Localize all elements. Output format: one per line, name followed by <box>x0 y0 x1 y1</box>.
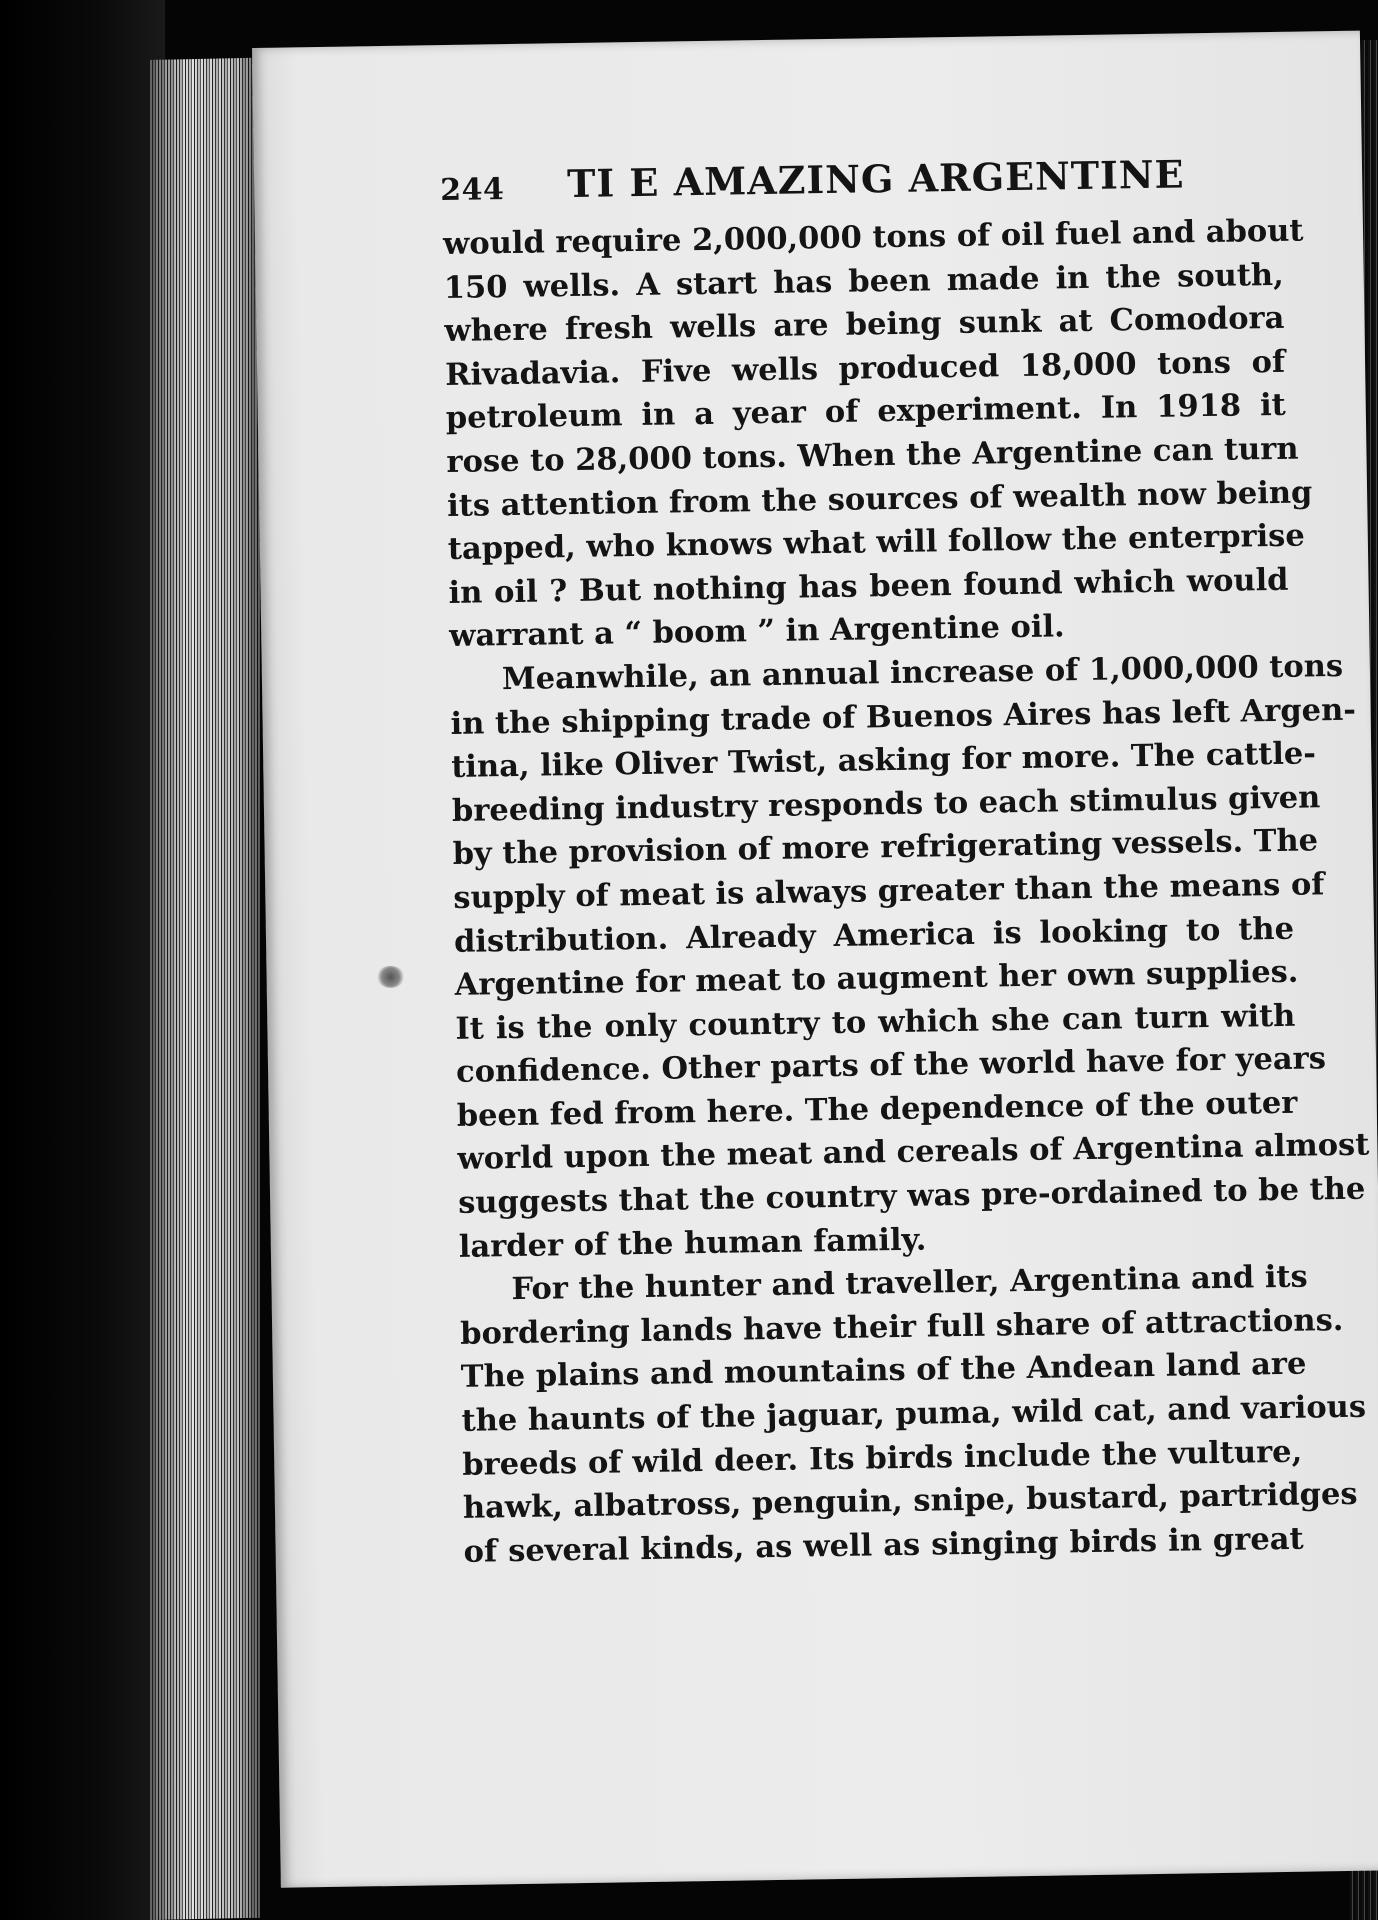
text-line: of several kinds, as well as singing birds in great <box>463 1520 1304 1570</box>
text-line: in oil ? But nothing has been found which would <box>448 561 1289 611</box>
text-line: suggests that the country was pre-ordained to be the <box>457 1170 1366 1221</box>
body-text <box>442 210 1370 1574</box>
text-line: world upon the meat and cereals of Argentina almost <box>457 1127 1370 1178</box>
scan-background <box>0 0 165 1920</box>
text-line: would require 2,000,000 tons of oil fuel and about <box>442 212 1304 263</box>
text-line: by the provision of more refrigerating vessels. The <box>452 822 1319 873</box>
text-line: tapped, who knows what will follow the enterprise <box>447 517 1306 568</box>
text-line: Argentine for meat to augment her own supplies. <box>454 953 1299 1004</box>
paragraph-start-line: For the hunter and traveller, Argentina and its <box>511 1258 1308 1308</box>
text-line: The plains and mountains of the Andean land are <box>460 1346 1307 1396</box>
page-text-block <box>439 150 1370 1574</box>
text-line: bordering lands have their full share of attractions. <box>459 1301 1344 1352</box>
text-line: where fresh wells are being sunk at Comodora <box>444 300 1285 350</box>
page-sheet <box>252 31 1378 1888</box>
text-line: the haunts of the jaguar, puma, wild cat, and various <box>461 1388 1367 1439</box>
text-line: breeding industry responds to each stimulus given <box>451 779 1321 829</box>
text-line: distribution. Already America is looking to the <box>453 910 1295 960</box>
ink-smudge-mark <box>377 966 405 988</box>
text-line: its attention from the sources of wealth now being <box>446 473 1313 524</box>
text-line: been fed from here. The dependence of the outer <box>456 1084 1298 1134</box>
text-line: 150 wells. A start has been made in the south, <box>443 256 1284 306</box>
text-line: hawk, albatross, penguin, snipe, bustard, partridges <box>462 1476 1358 1527</box>
text-line: tina, like Oliver Twist, asking for more. The cattle- <box>451 735 1317 786</box>
paragraph-end-line: larder of the human family. <box>458 1221 927 1265</box>
text-line: It is the only country to which she can turn with <box>455 997 1296 1047</box>
text-line: rose to 28,000 tons. When the Argentine can turn <box>446 430 1299 480</box>
text-line: petroleum in a year of experiment. In 1918 it <box>445 387 1287 437</box>
page-number: 244 <box>439 172 505 209</box>
text-line: confidence. Other parts of the world have for years <box>455 1040 1327 1091</box>
paragraph-start-line: Meanwhile, an annual increase of 1,000,000 tons <box>501 647 1344 698</box>
book-page-edges <box>150 58 260 1920</box>
paragraph-end-line: warrant a “ boom ” in Argentine oil. <box>448 608 1065 655</box>
text-line: in the shipping trade of Buenos Aires has left Argen- <box>450 691 1357 742</box>
running-title: TI E AMAZING ARGENTINE <box>566 151 1185 207</box>
text-line: supply of meat is always greater than the means of <box>453 866 1325 916</box>
text-line: Rivadavia. Five wells produced 18,000 tons of <box>444 343 1286 393</box>
text-line: breeds of wild deer. Its birds include the vulture, <box>461 1433 1303 1483</box>
